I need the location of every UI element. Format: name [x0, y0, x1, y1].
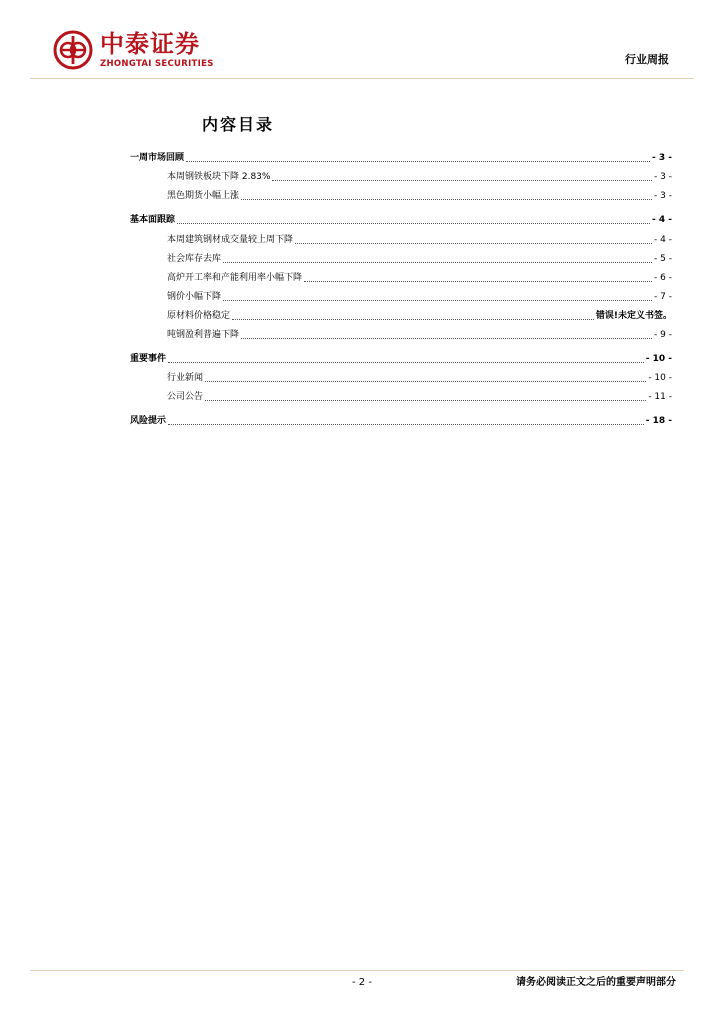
header-divider	[30, 78, 694, 79]
toc-dot-leader	[205, 380, 646, 382]
toc-entry-page: - 10 -	[648, 373, 672, 383]
toc-section-entry[interactable]	[130, 214, 672, 226]
toc-entry-label: 社会库存去库	[167, 254, 222, 264]
toc-entry-page: - 3 -	[652, 153, 672, 163]
toc-subsection-entry[interactable]	[130, 310, 672, 322]
brand-name-cn: 中泰证券	[100, 30, 200, 58]
footer-disclaimer: 请务必阅读正文之后的重要声明部分	[516, 977, 676, 988]
toc-subsection-entry[interactable]	[130, 253, 672, 265]
report-type-label: 行业周报	[625, 53, 669, 66]
brand-name-en: ZHONGTAI SECURITIES	[100, 59, 214, 69]
toc-subsection-entry[interactable]	[130, 291, 672, 303]
toc-subsection-entry[interactable]	[130, 329, 672, 341]
toc-entry-label: 本周钢铁板块下降 2.83%	[167, 172, 271, 182]
toc-entry-page: 错误!未定义书签。	[595, 311, 672, 321]
toc-entry-page: - 11 -	[648, 392, 672, 402]
toc-dot-leader	[168, 423, 644, 425]
toc-dot-leader	[232, 318, 594, 320]
toc-section-entry[interactable]	[130, 415, 672, 427]
zhongtai-logo-icon	[53, 30, 93, 70]
toc-entry-label: 黑色期货小幅上涨	[167, 191, 240, 201]
page-header	[0, 0, 724, 80]
toc-subsection-entry[interactable]	[130, 391, 672, 403]
toc-dot-leader	[205, 399, 646, 401]
toc-dot-leader	[177, 222, 650, 224]
toc-entry-page: - 7 -	[654, 292, 672, 302]
toc-dot-leader	[304, 280, 652, 282]
toc-subsection-entry[interactable]	[130, 190, 672, 202]
toc-section-entry[interactable]	[130, 152, 672, 164]
toc-entry-page: - 4 -	[654, 235, 672, 245]
toc-title: 内容目录	[202, 115, 275, 134]
toc-entry-page: - 18 -	[645, 416, 672, 426]
toc-entry-label: 吨钢盈利普遍下降	[167, 330, 240, 340]
footer-divider	[30, 970, 684, 971]
toc-entry-label: 本周建筑钢材成交量较上周下降	[167, 235, 294, 245]
toc-dot-leader	[272, 179, 652, 181]
toc-subsection-entry[interactable]	[130, 372, 672, 384]
toc-entry-page: - 9 -	[654, 330, 672, 340]
toc-entry-label: 高炉开工率和产能利用率小幅下降	[167, 273, 303, 283]
toc-entry-page: - 5 -	[654, 254, 672, 264]
toc-entry-label: 风险提示	[130, 416, 167, 426]
toc-entry-page: - 3 -	[654, 172, 672, 182]
toc-entry-label: 重要事件	[130, 354, 167, 364]
toc-dot-leader	[168, 361, 644, 363]
toc-subsection-entry[interactable]	[130, 272, 672, 284]
toc-entry-label: 公司公告	[167, 392, 204, 402]
toc-entry-label: 原材料价格稳定	[167, 311, 231, 321]
toc-entry-page: - 6 -	[654, 273, 672, 283]
toc-entry-label: 行业新闻	[167, 373, 204, 383]
toc-subsection-entry[interactable]	[130, 171, 672, 183]
toc-dot-leader	[241, 198, 652, 200]
toc-entry-label: 钢价小幅下降	[167, 292, 222, 302]
toc-dot-leader	[241, 337, 652, 339]
footer-page-number: - 2 -	[352, 977, 372, 988]
toc-entry-label: 一周市场回顾	[130, 153, 185, 163]
toc-dot-leader	[295, 242, 652, 244]
toc-entry-page: - 4 -	[652, 215, 672, 225]
toc-entry-page: - 10 -	[645, 354, 672, 364]
toc-section-entry[interactable]	[130, 353, 672, 365]
toc-subsection-entry[interactable]	[130, 234, 672, 246]
toc-entry-label: 基本面跟踪	[130, 215, 176, 225]
toc-dot-leader	[186, 160, 650, 162]
toc-dot-leader	[223, 299, 652, 301]
toc-entry-page: - 3 -	[654, 191, 672, 201]
toc-dot-leader	[223, 261, 652, 263]
